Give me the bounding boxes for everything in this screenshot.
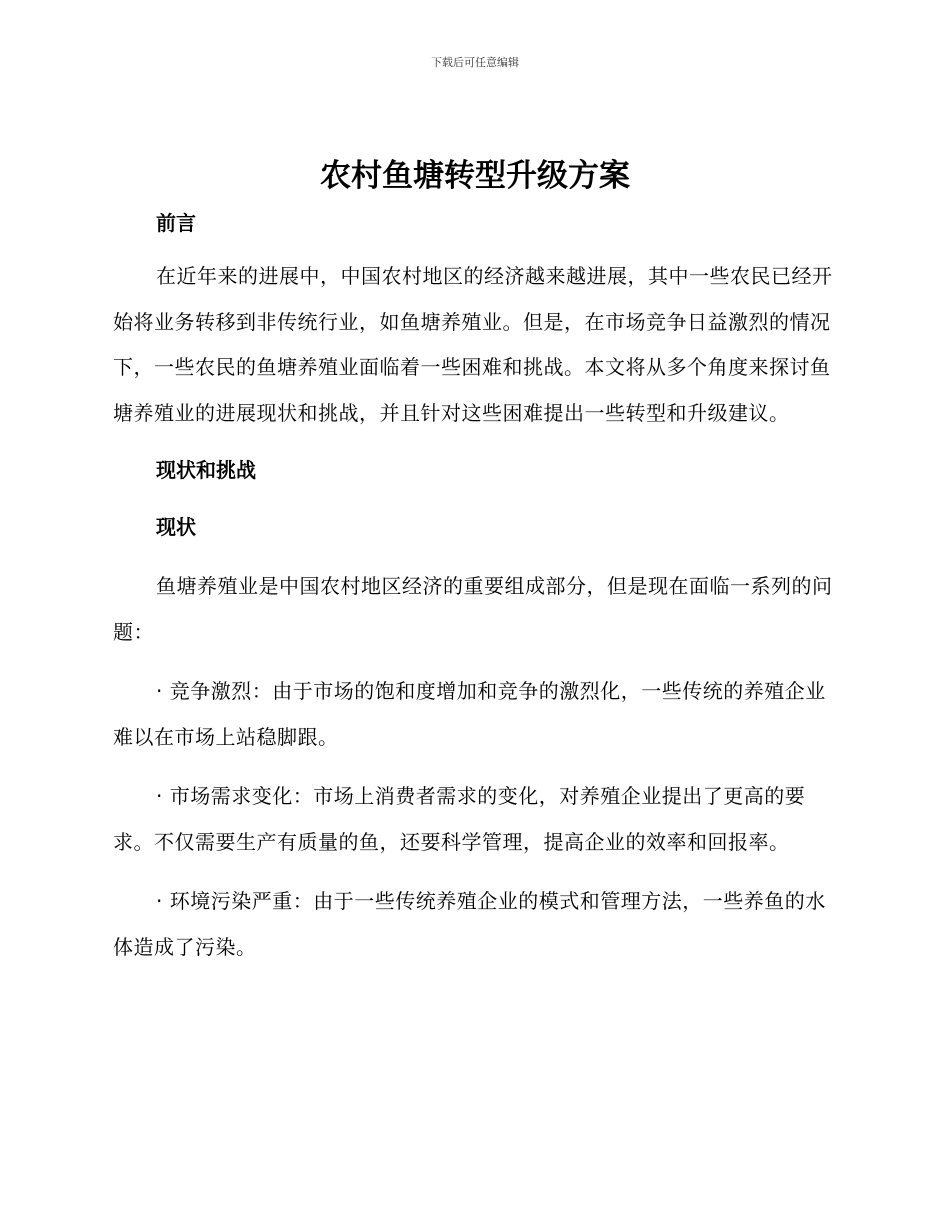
bullet-item: · 竞争激烈：由于市场的饱和度增加和竞争的激烈化，一些传统的养殖企业难以在市场上站稳脚跟。 (113, 679, 826, 749)
status-challenge-heading: 现状和挑战 (156, 458, 256, 482)
header-note: 下载后可任意编辑 (431, 56, 519, 69)
preface-paragraph: 在近年来的进展中，中国农村地区的经济越来越进展，其中一些农民已经开始将业务转移到非传统行业，如鱼塘养殖业。但是，在市场竞争日益激烈的情况下，一些农民的鱼塘养殖业面临着一些困难和挑战。本文将从多个角度来探讨鱼塘养殖业的进展现状和挑战，并且针对这些困难提出一些转型和升级建议。 (113, 264, 833, 425)
status-heading: 现状 (156, 515, 196, 539)
bullet-item: · 市场需求变化：市场上消费者需求的变化，对养殖企业提出了更高的要求。不仅需要生产有质量的鱼，还要科学管理，提高企业的效率和回报率。 (113, 784, 806, 854)
document-body (113, 203, 835, 970)
bullet-item: · 环境污染严重：由于一些传统养殖企业的模式和管理方法，一些养鱼的水体造成了污染。 (113, 889, 826, 959)
status-intro-paragraph: 鱼塘养殖业是中国农村地区经济的重要组成部分，但是现在面临一系列的问题： (113, 574, 833, 644)
preface-heading: 前言 (156, 211, 196, 235)
document-title: 农村鱼塘转型升级方案 (320, 158, 630, 194)
